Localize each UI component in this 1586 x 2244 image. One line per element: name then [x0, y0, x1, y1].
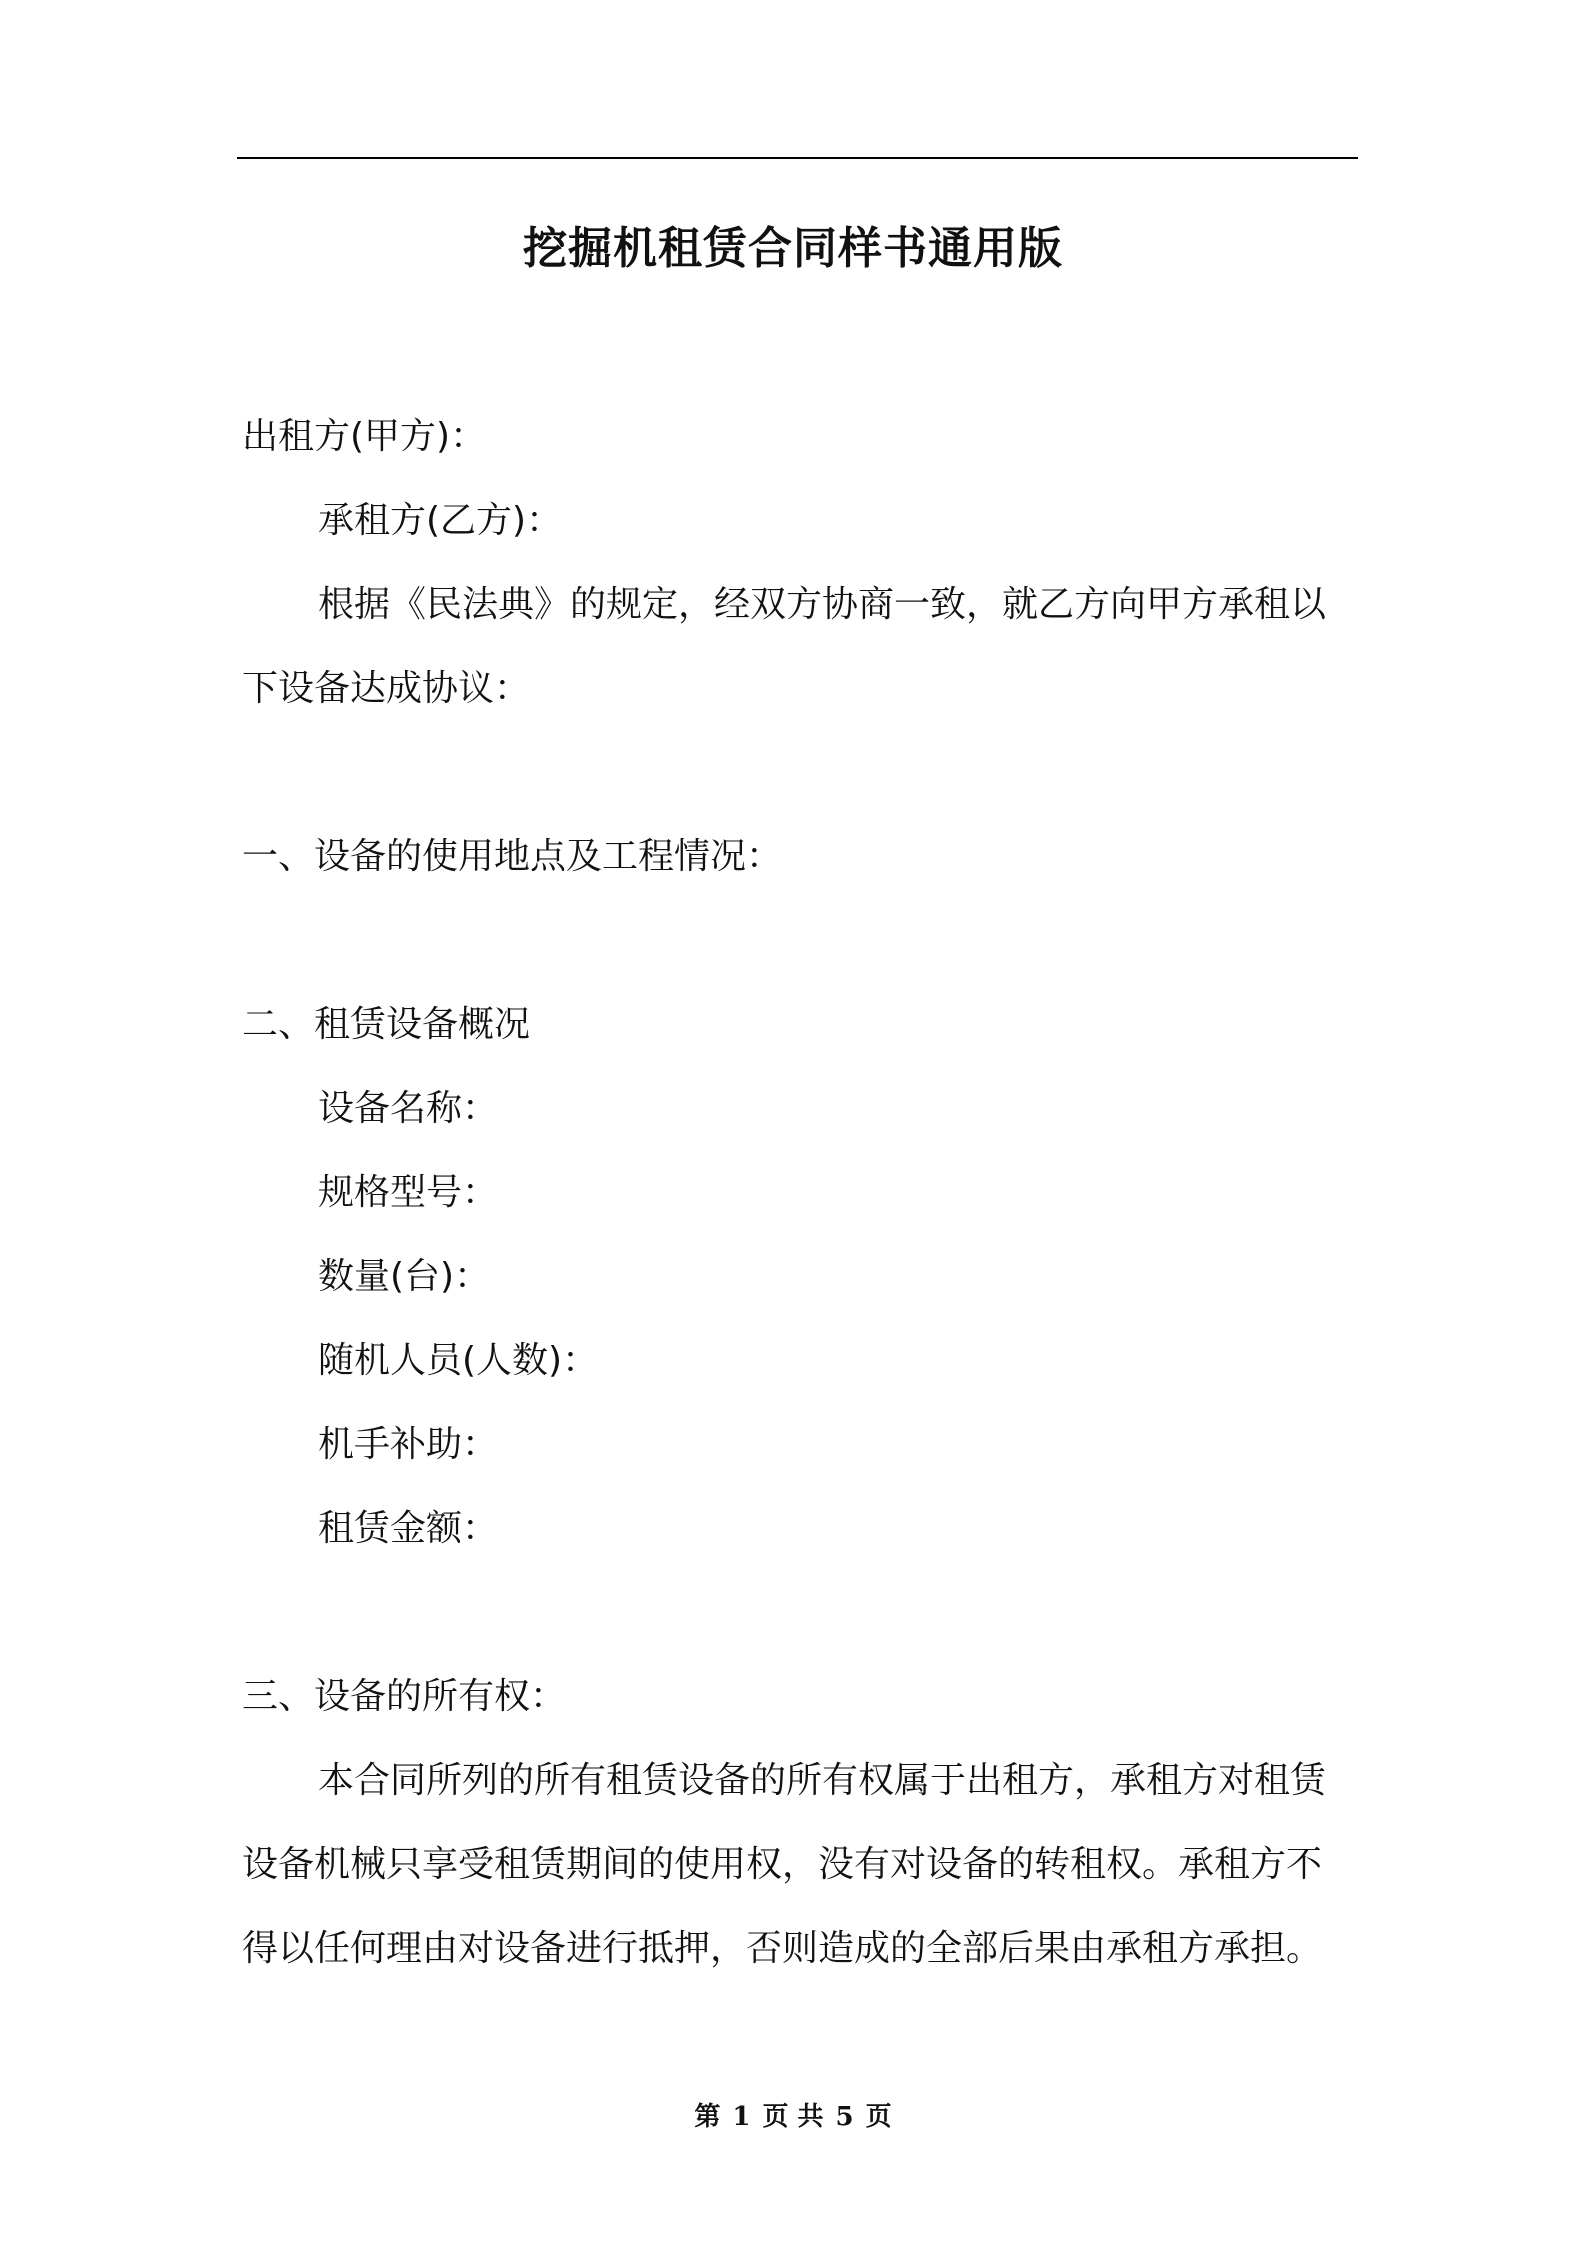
footer-middle: 页 共 [762, 2102, 824, 2132]
lessor-line: 出租方(甲方)： [242, 416, 487, 457]
rental-amount-field: 租赁金额： [318, 1508, 499, 1549]
footer-suffix: 页 [865, 2102, 892, 2132]
accompanying-staff-field: 随机人员(人数)： [318, 1340, 599, 1381]
operator-allowance-field: 机手补助： [318, 1424, 499, 1465]
page-footer [0, 2096, 1586, 2133]
model-spec-field: 规格型号： [318, 1172, 499, 1213]
lessee-line: 承租方(乙方)： [318, 500, 563, 541]
ownership-paragraph-line-1: 本合同所列的所有租赁设备的所有权属于出租方，承租方对租赁 [318, 1760, 1327, 1801]
footer-total-pages: 5 [835, 2102, 854, 2132]
preamble-line-2: 下设备达成协议： [242, 668, 531, 709]
section-2-heading: 二、租赁设备概况 [242, 1004, 531, 1045]
document-title: 挖掘机租赁合同样书通用版 [523, 223, 1063, 274]
footer-current-page: 1 [732, 2102, 751, 2132]
quantity-field: 数量(台)： [318, 1256, 491, 1297]
preamble-line-1: 根据《民法典》的规定，经双方协商一致，就乙方向甲方承租以 [318, 584, 1327, 625]
equipment-name-field: 设备名称： [318, 1088, 499, 1129]
ownership-paragraph-line-2: 设备机械只享受租赁期间的使用权，没有对设备的转租权。承租方不 [242, 1844, 1323, 1885]
ownership-paragraph-line-3: 得以任何理由对设备进行抵押，否则造成的全部后果由承租方承担。 [242, 1928, 1323, 1969]
section-1-heading: 一、设备的使用地点及工程情况： [242, 836, 783, 877]
footer-prefix: 第 [694, 2102, 721, 2132]
section-3-heading: 三、设备的所有权： [242, 1676, 567, 1717]
header-rule [237, 157, 1358, 159]
